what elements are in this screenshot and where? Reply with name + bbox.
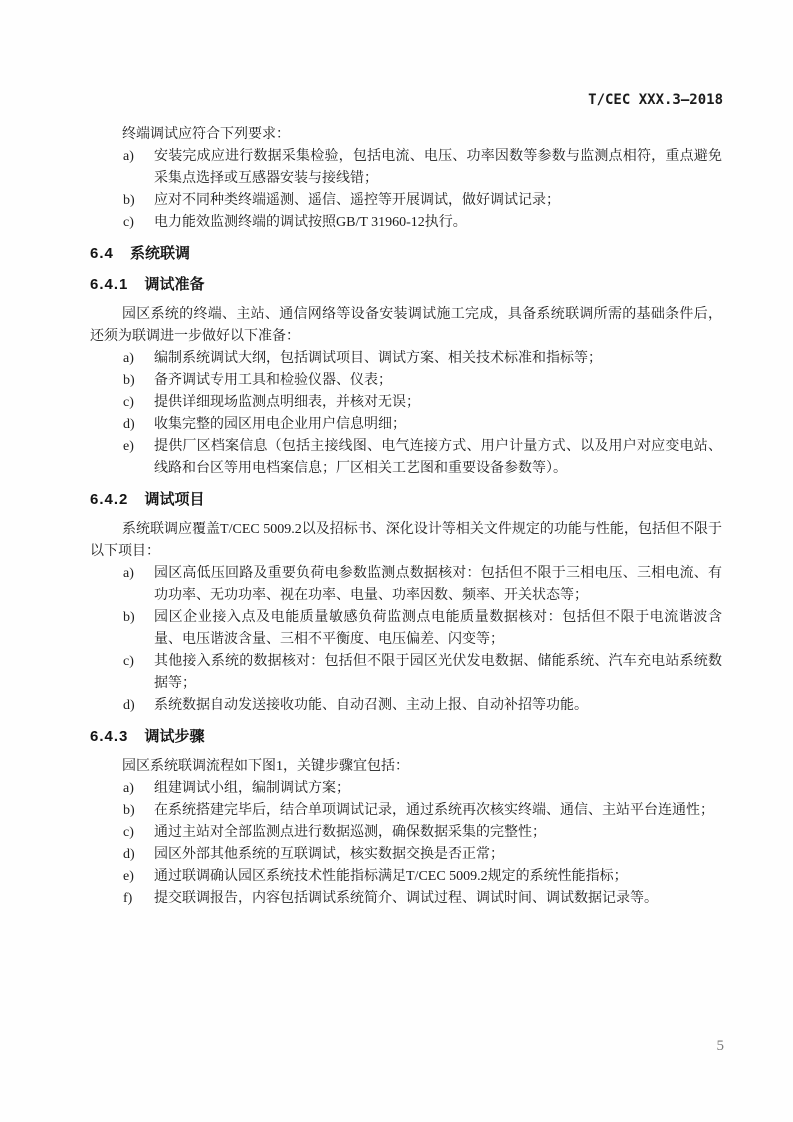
- list-item-label: d): [123, 417, 135, 432]
- section-number: 6.4.3: [90, 728, 129, 745]
- list-item-label: f): [123, 891, 133, 906]
- section-paragraph: 园区系统的终端、主站、通信网络等设备安装调试施工完成，具备系统联调所需的基础条件后，还须为联调进一步做好以下准备：: [90, 307, 722, 344]
- list-item-label: d): [123, 698, 135, 713]
- section-title: 调试准备: [144, 276, 205, 293]
- list-item-text: 园区企业接入点及电能质量敏感负荷监测点电能质量数据核对：包括但不限于电流谐波含量、电压谐波含量、三相不平衡度、电压偏差、闪变等；: [154, 610, 722, 647]
- list-item-label: a): [123, 781, 134, 796]
- section-6-4-1-list: [90, 348, 722, 480]
- list-item-label: b): [123, 803, 135, 818]
- intro-list: [90, 146, 722, 234]
- list-item-label: a): [123, 149, 134, 164]
- list-item-text: 其他接入系统的数据核对：包括但不限于园区光伏发电数据、储能系统、汽车充电站系统数据等；: [154, 654, 722, 691]
- page-content: [90, 124, 722, 910]
- list-item-text: 提交联调报告，内容包括调试系统简介、调试过程、调试时间、调试数据记录等。: [154, 891, 658, 906]
- list-item: [90, 392, 722, 414]
- list-item-label: b): [123, 193, 135, 208]
- list-item: [90, 190, 722, 212]
- list-item-label: b): [123, 373, 135, 388]
- list-item: [90, 695, 722, 717]
- section-title: 调试步骤: [144, 728, 205, 745]
- list-item-text: 系统数据自动发送接收功能、自动召测、主动上报、自动补招等功能。: [154, 698, 588, 713]
- list-item: [90, 607, 722, 651]
- list-item-label: b): [123, 610, 135, 625]
- section-heading-6-4: [90, 243, 722, 265]
- list-item: [90, 436, 722, 480]
- list-item: [90, 888, 722, 910]
- list-item-text: 园区外部其他系统的互联调试，核实数据交换是否正常；: [154, 847, 504, 862]
- list-item: [90, 414, 722, 436]
- list-item-text: 提供详细现场监测点明细表，并核对无误；: [154, 395, 420, 410]
- list-item-label: c): [123, 654, 134, 669]
- list-item: [90, 348, 722, 370]
- list-item-text: 应对不同种类终端遥测、遥信、遥控等开展调试，做好调试记录；: [154, 193, 560, 208]
- list-item-text: 电力能效监测终端的调试按照GB/T 31960-12执行。: [154, 215, 467, 230]
- section-paragraph: 系统联调应覆盖T/CEC 5009.2以及招标书、深化设计等相关文件规定的功能与性能，包括但不限于以下项目：: [90, 522, 722, 559]
- list-item: [90, 800, 722, 822]
- list-item-label: c): [123, 825, 134, 840]
- section-6-4-3-list: [90, 778, 722, 910]
- list-item: [90, 370, 722, 392]
- list-item-label: c): [123, 395, 134, 410]
- list-item-text: 通过联调确认园区系统技术性能指标满足T/CEC 5009.2规定的系统性能指标；: [154, 869, 628, 884]
- list-item-text: 收集完整的园区用电企业用户信息明细；: [154, 417, 406, 432]
- page-number: 5: [716, 1038, 724, 1054]
- section-heading-6-4-2: [90, 489, 722, 511]
- list-item-label: a): [123, 566, 134, 581]
- list-item: [90, 844, 722, 866]
- list-item-label: c): [123, 215, 134, 230]
- section-number: 6.4: [90, 245, 114, 262]
- section-title: 系统联调: [130, 245, 191, 262]
- list-item: [90, 866, 722, 888]
- page-footer: [717, 1038, 725, 1055]
- list-item-text: 组建调试小组，编制调试方案；: [154, 781, 350, 796]
- list-item-text: 安装完成应进行数据采集检验，包括电流、电压、功率因数等参数与监测点相符，重点避免采集点选择或互感器安装与接线错；: [154, 149, 722, 186]
- section-6-4-2-list: [90, 563, 722, 717]
- list-item-text: 编制系统调试大纲，包括调试项目、调试方案、相关技术标准和指标等；: [154, 351, 602, 366]
- list-item: [90, 212, 722, 234]
- section-number: 6.4.1: [90, 276, 129, 293]
- intro-lead-paragraph: 终端调试应符合下列要求：: [122, 127, 290, 142]
- list-item-label: d): [123, 847, 135, 862]
- list-item-label: a): [123, 351, 134, 366]
- section-paragraph: 园区系统联调流程如下图1，关键步骤宜包括：: [122, 759, 409, 774]
- list-item-text: 通过主站对全部监测点进行数据巡测，确保数据采集的完整性；: [154, 825, 546, 840]
- section-number: 6.4.2: [90, 491, 129, 508]
- section-heading-6-4-1: [90, 274, 722, 296]
- section-heading-6-4-3: [90, 726, 722, 748]
- section-title: 调试项目: [144, 491, 205, 508]
- list-item-text: 园区高低压回路及重要负荷电参数监测点数据核对：包括但不限于三相电压、三相电流、有功功率、无功功率、视在功率、电量、功率因数、频率、开关状态等；: [154, 566, 722, 603]
- list-item: [90, 822, 722, 844]
- list-item-text: 提供厂区档案信息（包括主接线图、电气连接方式、用户计量方式、以及用户对应变电站、线路和台区等用电档案信息；厂区相关工艺图和重要设备参数等）。: [154, 439, 722, 476]
- list-item: [90, 146, 722, 190]
- list-item: [90, 778, 722, 800]
- list-item: [90, 563, 722, 607]
- page-header: [0, 92, 723, 108]
- list-item-text: 备齐调试专用工具和检验仪器、仪表；: [154, 373, 392, 388]
- doc-code: T/CEC XXX.3—2018: [588, 92, 723, 108]
- list-item-label: e): [123, 869, 134, 884]
- list-item-text: 在系统搭建完毕后，结合单项调试记录，通过系统再次核实终端、通信、主站平台连通性；: [154, 803, 714, 818]
- list-item: [90, 651, 722, 695]
- list-item-label: e): [123, 439, 134, 454]
